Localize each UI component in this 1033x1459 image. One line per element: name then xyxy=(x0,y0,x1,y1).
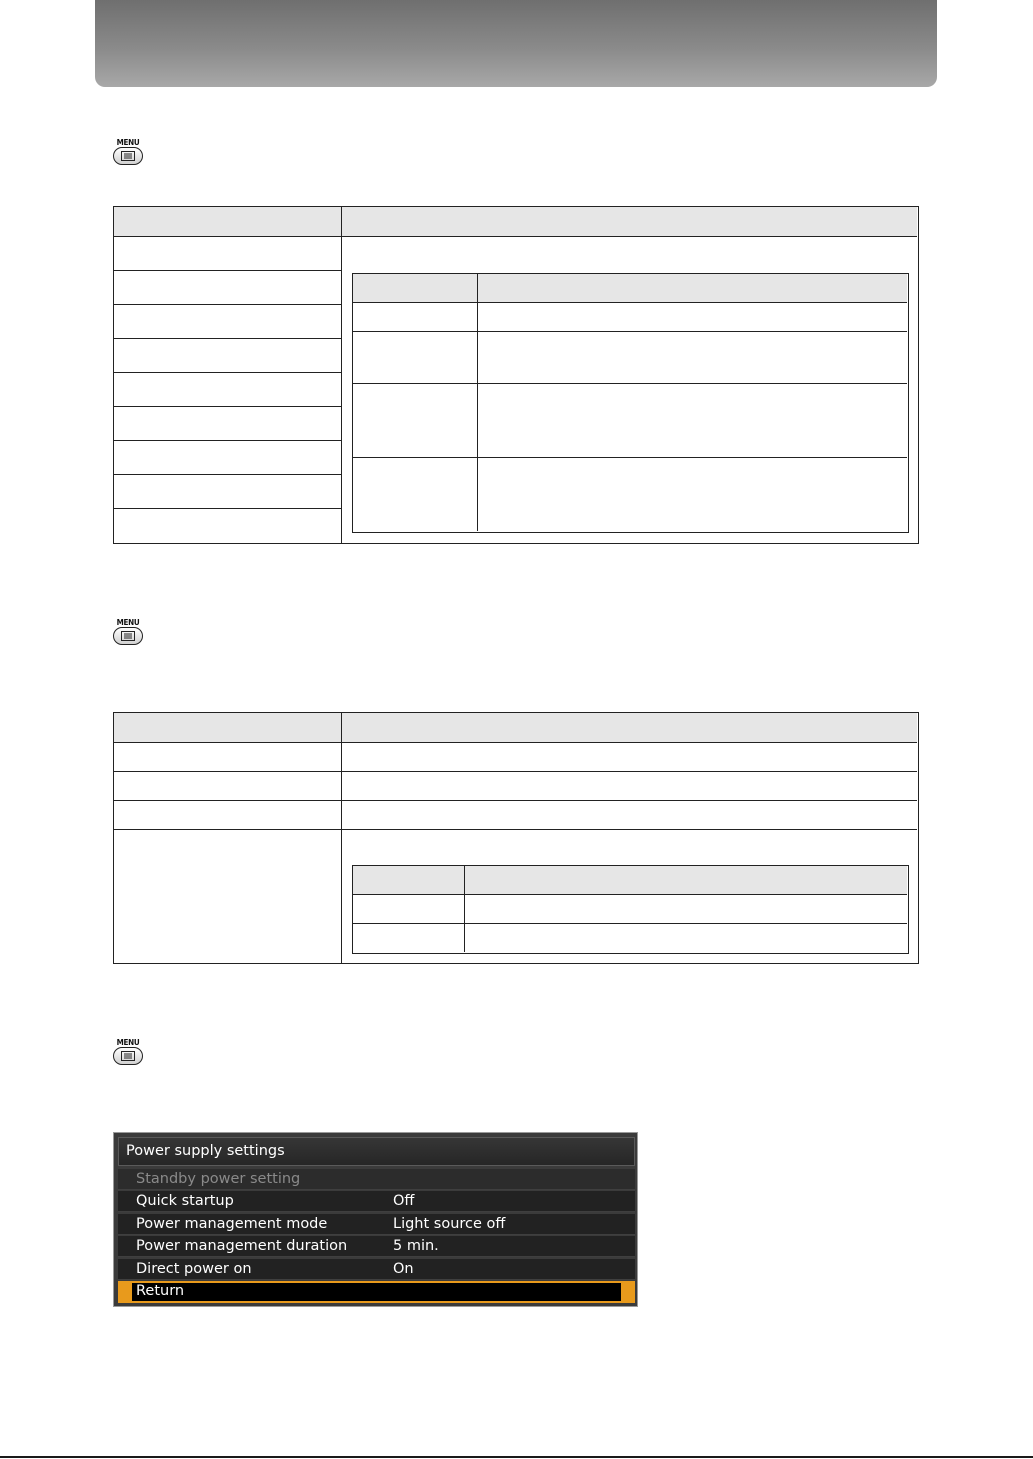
menu-item-return[interactable] xyxy=(118,1281,635,1303)
nested-table-1 xyxy=(352,273,909,533)
page-footer-line xyxy=(0,1456,1033,1458)
power-supply-settings-menu xyxy=(113,1132,638,1307)
menu-item-quick-startup[interactable] xyxy=(118,1191,635,1212)
menu-item-standby-power-setting xyxy=(118,1169,635,1190)
menu-item-value: Off xyxy=(393,1193,415,1209)
menu-item-label: Power management mode xyxy=(136,1216,328,1232)
menu-button-icon xyxy=(112,618,144,648)
menu-icon-pill xyxy=(113,147,143,165)
menu-item-power-management-duration[interactable] xyxy=(118,1236,635,1257)
menu-item-label: Standby power setting xyxy=(136,1171,301,1187)
menu-button-icon xyxy=(112,138,144,168)
menu-icon-label: MENU xyxy=(116,618,140,627)
menu-item-label: Direct power on xyxy=(136,1261,252,1277)
settings-table-2 xyxy=(113,712,919,964)
nested-table-2 xyxy=(352,865,909,954)
menu-item-value: Light source off xyxy=(393,1216,506,1232)
menu-icon-pill xyxy=(113,1047,143,1065)
menu-item-label: Power management duration xyxy=(136,1238,348,1254)
selection-highlight xyxy=(132,1283,621,1301)
settings-table-1 xyxy=(113,206,919,544)
menu-button-icon xyxy=(112,1038,144,1068)
menu-item-direct-power-on[interactable] xyxy=(118,1259,635,1280)
menu-icon-label: MENU xyxy=(116,138,140,147)
menu-item-value: On xyxy=(393,1261,414,1277)
menu-item-power-management-mode[interactable] xyxy=(118,1214,635,1235)
menu-icon-label: MENU xyxy=(116,1038,140,1047)
menu-item-label: Quick startup xyxy=(136,1193,234,1209)
page-header-band xyxy=(95,0,937,87)
menu-title: Power supply settings xyxy=(118,1137,635,1166)
menu-item-label: Return xyxy=(136,1283,185,1299)
menu-item-value: 5 min. xyxy=(393,1238,439,1254)
menu-icon-pill xyxy=(113,627,143,645)
